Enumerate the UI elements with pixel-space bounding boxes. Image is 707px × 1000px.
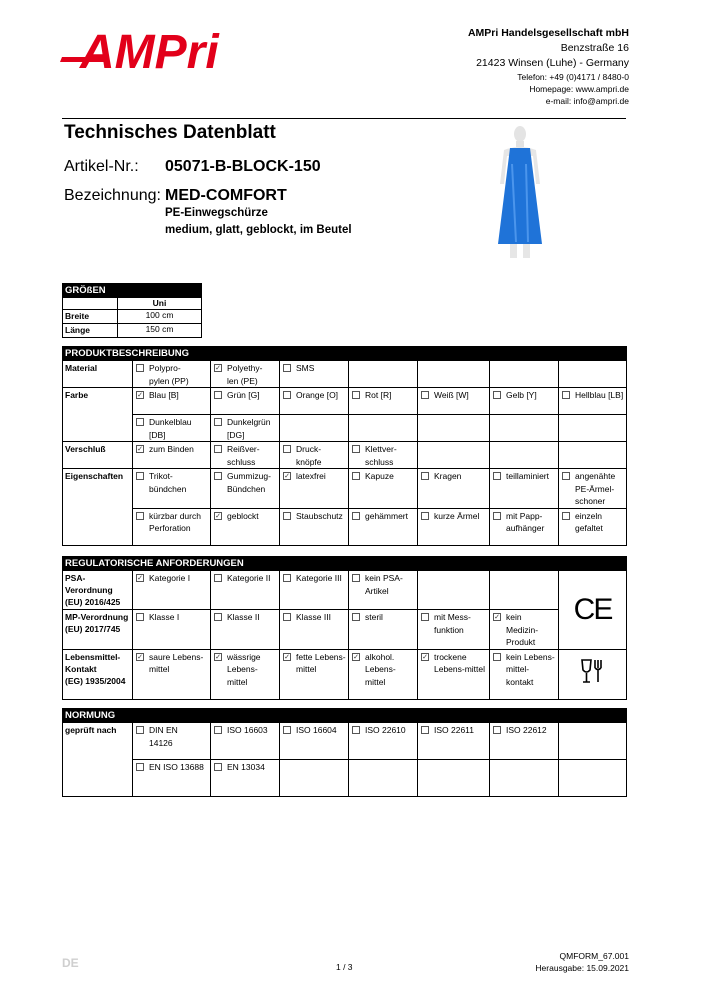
option-label: Klasse I	[149, 612, 180, 622]
sizes-corner	[63, 298, 118, 310]
checkbox-unchecked[interactable]	[562, 472, 570, 480]
logo-text: AMPri	[80, 26, 219, 74]
checkbox-unchecked[interactable]	[283, 391, 291, 399]
checkbox-unchecked[interactable]	[214, 391, 222, 399]
checkbox-unchecked[interactable]	[136, 472, 144, 480]
checkbox-checked[interactable]: ✓	[422, 653, 428, 661]
option-en-iso-13688	[133, 760, 211, 797]
checkbox-unchecked[interactable]	[283, 726, 291, 734]
option-geblockt	[211, 508, 280, 545]
food-contact-icon	[559, 649, 627, 699]
option-label: Trikot- bündchen	[149, 471, 187, 494]
checkbox-unchecked[interactable]	[352, 512, 360, 520]
designation-subtitle-1: PE-Einwegschürze	[165, 207, 268, 219]
option-hellblau-lb	[559, 388, 627, 415]
checkbox-checked[interactable]: ✓	[215, 512, 221, 520]
option-label: Weiß [W]	[434, 390, 469, 400]
option-iso-22610	[349, 723, 418, 760]
option-label: Dunkelgrün [DG]	[227, 417, 271, 440]
empty-cell	[280, 760, 349, 797]
sizes-header: GRÖßEN	[63, 284, 202, 298]
checkbox-checked[interactable]: ✓	[137, 392, 143, 399]
checkbox-checked[interactable]: ✓	[137, 446, 143, 453]
regulatory-table	[62, 556, 627, 700]
empty-cell	[490, 415, 559, 442]
option-sms	[280, 361, 349, 388]
option-label: ISO 22612	[506, 725, 547, 735]
option-kategorie-ii	[211, 571, 280, 610]
option-rot-r	[349, 388, 418, 415]
checkbox-checked[interactable]: ✓	[284, 653, 290, 661]
option-klasse-iii	[280, 610, 349, 650]
option-label: ISO 16603	[227, 725, 268, 735]
sizes-column-uni: Uni	[118, 298, 202, 310]
option-label: latexfrei	[296, 471, 326, 481]
option-label: Blau [B]	[149, 390, 179, 400]
checkbox-unchecked[interactable]	[493, 472, 501, 480]
option-label: kurze Ärmel	[434, 510, 480, 521]
checkbox-unchecked[interactable]	[214, 445, 222, 453]
checkbox-unchecked[interactable]	[352, 613, 360, 621]
row-label: Eigenschaften	[63, 469, 133, 546]
form-info	[535, 950, 629, 974]
page-number: 1 / 3	[336, 962, 353, 972]
empty-cell	[490, 760, 559, 797]
option-label: EN ISO 13688	[149, 762, 204, 772]
ampri-logo	[60, 24, 228, 74]
row-label: geprüft nach	[63, 723, 133, 797]
option-zum-binden	[133, 442, 211, 469]
option-label: Gummizug- Bündchen	[227, 471, 271, 494]
language-code: DE	[62, 956, 79, 970]
option-mit-papp-aufhänger	[490, 508, 559, 545]
empty-cell	[418, 571, 490, 610]
option-iso-22611	[418, 723, 490, 760]
option-label: Rot [R]	[365, 390, 392, 400]
designation-label: Bezeichnung:	[64, 187, 161, 204]
option-label: Kategorie I	[149, 573, 191, 583]
option-gehämmert	[349, 508, 418, 545]
section-header: PRODUKTBESCHREIBUNG	[63, 347, 627, 361]
checkbox-unchecked[interactable]	[136, 418, 144, 426]
checkbox-checked[interactable]: ✓	[215, 653, 221, 661]
option-orange-o	[280, 388, 349, 415]
company-email[interactable]: e-mail: info@ampri.de	[545, 96, 629, 106]
option-saure-lebens-mittel	[133, 649, 211, 699]
option-label: teillaminiert	[506, 471, 549, 481]
option-trikot-bündchen	[133, 469, 211, 509]
checkbox-unchecked[interactable]	[562, 391, 570, 399]
option-label: Staubschutz	[296, 510, 343, 521]
checkbox-unchecked[interactable]	[562, 512, 570, 520]
option-label: ISO 22611	[434, 725, 475, 735]
product-image-apron	[486, 124, 566, 264]
option-label: mit Papp- aufhänger	[506, 510, 545, 533]
checkbox-unchecked[interactable]	[136, 726, 144, 734]
option-weiß-w	[418, 388, 490, 415]
checkbox-unchecked[interactable]	[352, 574, 360, 582]
option-label: Kragen	[434, 471, 462, 481]
option-iso-22612	[490, 723, 559, 760]
option-label: ISO 16604	[296, 725, 337, 735]
designation-value: MED-COMFORT	[165, 187, 287, 204]
empty-cell	[418, 415, 490, 442]
empty-cell	[349, 415, 418, 442]
option-label: geblockt	[227, 510, 259, 521]
option-label: trockene Lebens-mittel	[434, 651, 486, 674]
checkbox-unchecked[interactable]	[214, 613, 222, 621]
size-row-value: 100 cm	[118, 310, 202, 324]
company-address	[468, 26, 629, 107]
option-label: gehämmert	[365, 510, 408, 521]
checkbox-unchecked[interactable]	[421, 512, 429, 520]
checkbox-unchecked[interactable]	[136, 364, 144, 372]
form-number: QMFORM_67.001	[559, 951, 629, 961]
option-label: Kategorie III	[296, 573, 342, 583]
company-phone: Telefon: +49 (0)4171 / 8480-0	[517, 72, 629, 82]
section-header: REGULATORISCHE ANFORDERUNGEN	[63, 557, 627, 571]
checkbox-unchecked[interactable]	[214, 574, 222, 582]
option-label: Gelb [Y]	[506, 390, 537, 400]
empty-cell	[559, 361, 627, 388]
empty-cell	[418, 442, 490, 469]
option-teillaminiert	[490, 469, 559, 509]
option-label: Dunkelblau [DB]	[149, 417, 192, 440]
checkbox-unchecked[interactable]	[493, 726, 501, 734]
checkbox-unchecked[interactable]	[421, 391, 429, 399]
checkbox-unchecked[interactable]	[283, 574, 291, 582]
checkbox-unchecked[interactable]	[214, 763, 222, 771]
product-description-table	[62, 346, 627, 546]
option-label: DIN EN 14126	[149, 725, 178, 748]
company-name: AMPri Handelsgesellschaft mbH	[467, 27, 629, 39]
company-street: Benzstraße 16	[560, 42, 629, 54]
checkbox-unchecked[interactable]	[136, 613, 144, 621]
option-kürzbar-durch-perforation	[133, 508, 211, 545]
option-label: alkohol. Lebens- mittel	[365, 651, 396, 687]
option-label: mit Mess- funktion	[434, 612, 471, 635]
checkbox-unchecked[interactable]	[421, 472, 429, 480]
option-label: Orange [O]	[296, 390, 339, 400]
checkbox-unchecked[interactable]	[352, 445, 360, 453]
option-label: ISO 22610	[365, 725, 406, 735]
empty-cell	[418, 361, 490, 388]
size-row-label: Breite	[63, 310, 118, 324]
checkbox-checked[interactable]: ✓	[494, 614, 500, 621]
checkbox-unchecked[interactable]	[493, 512, 501, 520]
article-number-value: 05071-B-BLOCK-150	[165, 158, 321, 175]
option-label: Polypro- pylen (PP)	[149, 363, 189, 386]
empty-cell	[490, 571, 559, 610]
row-label: MP-Verordnung (EU) 2017/745	[63, 610, 133, 650]
row-label: Material	[63, 361, 133, 388]
option-label: Druck- knöpfe	[296, 444, 322, 467]
option-kein-medizin-produkt	[490, 610, 559, 650]
checkbox-unchecked[interactable]	[283, 512, 291, 520]
option-label: einzeln gefaltet	[575, 510, 603, 533]
option-fette-lebens-mittel	[280, 649, 349, 699]
option-label: zum Binden	[149, 444, 194, 454]
option-klasse-ii	[211, 610, 280, 650]
option-label: EN 13034	[227, 762, 265, 772]
empty-cell	[559, 723, 627, 760]
option-steril	[349, 610, 418, 650]
empty-cell	[490, 361, 559, 388]
company-homepage[interactable]: Homepage: www.ampri.de	[529, 84, 629, 94]
checkbox-checked[interactable]: ✓	[137, 575, 143, 582]
option-polypro-pylen-pp	[133, 361, 211, 388]
option-grün-g	[211, 388, 280, 415]
article-number-label: Artikel-Nr.:	[64, 158, 139, 175]
option-blau-b	[133, 388, 211, 415]
option-mit-mess-funktion	[418, 610, 490, 650]
checkbox-unchecked[interactable]	[283, 364, 291, 372]
size-row-value: 150 cm	[118, 324, 202, 338]
checkbox-unchecked[interactable]	[493, 653, 501, 661]
standards-table	[62, 708, 627, 797]
empty-cell	[559, 760, 627, 797]
checkbox-unchecked[interactable]	[136, 763, 144, 771]
checkbox-checked[interactable]: ✓	[215, 365, 221, 372]
option-dunkelgrün-dg	[211, 415, 280, 442]
checkbox-unchecked[interactable]	[214, 418, 222, 426]
option-klasse-i	[133, 610, 211, 650]
checkbox-unchecked[interactable]	[214, 726, 222, 734]
checkbox-checked[interactable]: ✓	[284, 473, 290, 480]
row-label: PSA- Verordnung (EU) 2016/425	[63, 571, 133, 610]
option-kategorie-iii	[280, 571, 349, 610]
option-label: Polyethy- len (PE)	[227, 363, 263, 386]
checkbox-unchecked[interactable]	[214, 472, 222, 480]
option-label: Reißver- schluss	[227, 444, 260, 467]
glass-fork-icon	[579, 656, 607, 686]
row-label: Lebensmittel- Kontakt (EG) 1935/2004	[63, 649, 133, 699]
empty-cell	[349, 361, 418, 388]
option-kurze-ärmel	[418, 508, 490, 545]
size-row-label: Länge	[63, 324, 118, 338]
option-label: Klasse III	[296, 612, 331, 622]
option-kategorie-i	[133, 571, 211, 610]
checkbox-unchecked[interactable]	[421, 726, 429, 734]
option-kein-psa-artikel	[349, 571, 418, 610]
option-druck-knöpfe	[280, 442, 349, 469]
option-label: wässrige Lebens- mittel	[227, 651, 261, 687]
option-iso-16603	[211, 723, 280, 760]
empty-cell	[559, 442, 627, 469]
option-label: angenähte PE-Ärmel- schoner	[575, 471, 616, 506]
checkbox-unchecked[interactable]	[283, 613, 291, 621]
row-label: Verschluß	[63, 442, 133, 469]
option-label: Grün [G]	[227, 390, 260, 400]
option-dunkelblau-db	[133, 415, 211, 442]
option-kein-lebens-mittel-kontakt	[490, 649, 559, 699]
issue-date: Herausgabe: 15.09.2021	[535, 963, 629, 973]
document-title: Technisches Datenblatt	[64, 122, 276, 143]
section-header: NORMUNG	[63, 709, 627, 723]
ce-mark-text: CE	[573, 592, 612, 626]
option-staubschutz	[280, 508, 349, 545]
option-iso-16604	[280, 723, 349, 760]
option-label: Hellblau [LB]	[575, 390, 624, 400]
empty-cell	[490, 442, 559, 469]
option-klettver-schluss	[349, 442, 418, 469]
option-wässrige-lebens-mittel	[211, 649, 280, 699]
option-kragen	[418, 469, 490, 509]
option-polyethy-len-pe	[211, 361, 280, 388]
option-angenähte-pe-ärmel-schoner	[559, 469, 627, 509]
empty-cell	[559, 415, 627, 442]
option-latexfrei	[280, 469, 349, 509]
option-label: kein Lebens- mittel- kontakt	[506, 651, 555, 687]
option-label: kein PSA- Artikel	[365, 573, 403, 596]
header-divider	[62, 118, 626, 119]
option-label: Kapuze	[365, 471, 394, 481]
checkbox-checked[interactable]: ✓	[353, 653, 359, 661]
option-label: Kategorie II	[227, 573, 271, 583]
option-label: Klettver- schluss	[365, 444, 397, 467]
option-label: SMS	[296, 363, 315, 373]
option-kapuze	[349, 469, 418, 509]
checkbox-checked[interactable]: ✓	[137, 653, 143, 661]
option-gummizug-bündchen	[211, 469, 280, 509]
designation-subtitle-2: medium, glatt, geblockt, im Beutel	[165, 224, 352, 236]
checkbox-unchecked[interactable]	[493, 391, 501, 399]
option-gelb-y	[490, 388, 559, 415]
option-label: saure Lebens- mittel	[149, 651, 204, 674]
option-alkohol-lebens-mittel	[349, 649, 418, 699]
option-label: kürzbar durch Perforation	[149, 510, 201, 533]
option-label: steril	[365, 612, 383, 622]
sizes-table	[62, 283, 202, 338]
checkbox-unchecked[interactable]	[352, 472, 360, 480]
ce-mark-icon	[559, 571, 627, 650]
option-label: kein Medizin- Produkt	[506, 612, 539, 647]
option-en-13034	[211, 760, 280, 797]
option-reißver-schluss	[211, 442, 280, 469]
row-label: Farbe	[63, 388, 133, 442]
option-label: fette Lebens- mittel	[296, 651, 346, 674]
option-label: Klasse II	[227, 612, 260, 622]
company-city: 21423 Winsen (Luhe) - Germany	[476, 57, 629, 69]
option-einzeln-gefaltet	[559, 508, 627, 545]
empty-cell	[280, 415, 349, 442]
empty-cell	[418, 760, 490, 797]
empty-cell	[349, 760, 418, 797]
checkbox-unchecked[interactable]	[136, 512, 144, 520]
checkbox-unchecked[interactable]	[352, 726, 360, 734]
option-din-en-14126	[133, 723, 211, 760]
checkbox-unchecked[interactable]	[421, 613, 429, 621]
checkbox-unchecked[interactable]	[352, 391, 360, 399]
checkbox-unchecked[interactable]	[283, 445, 291, 453]
option-trockene-lebens-mittel	[418, 649, 490, 699]
